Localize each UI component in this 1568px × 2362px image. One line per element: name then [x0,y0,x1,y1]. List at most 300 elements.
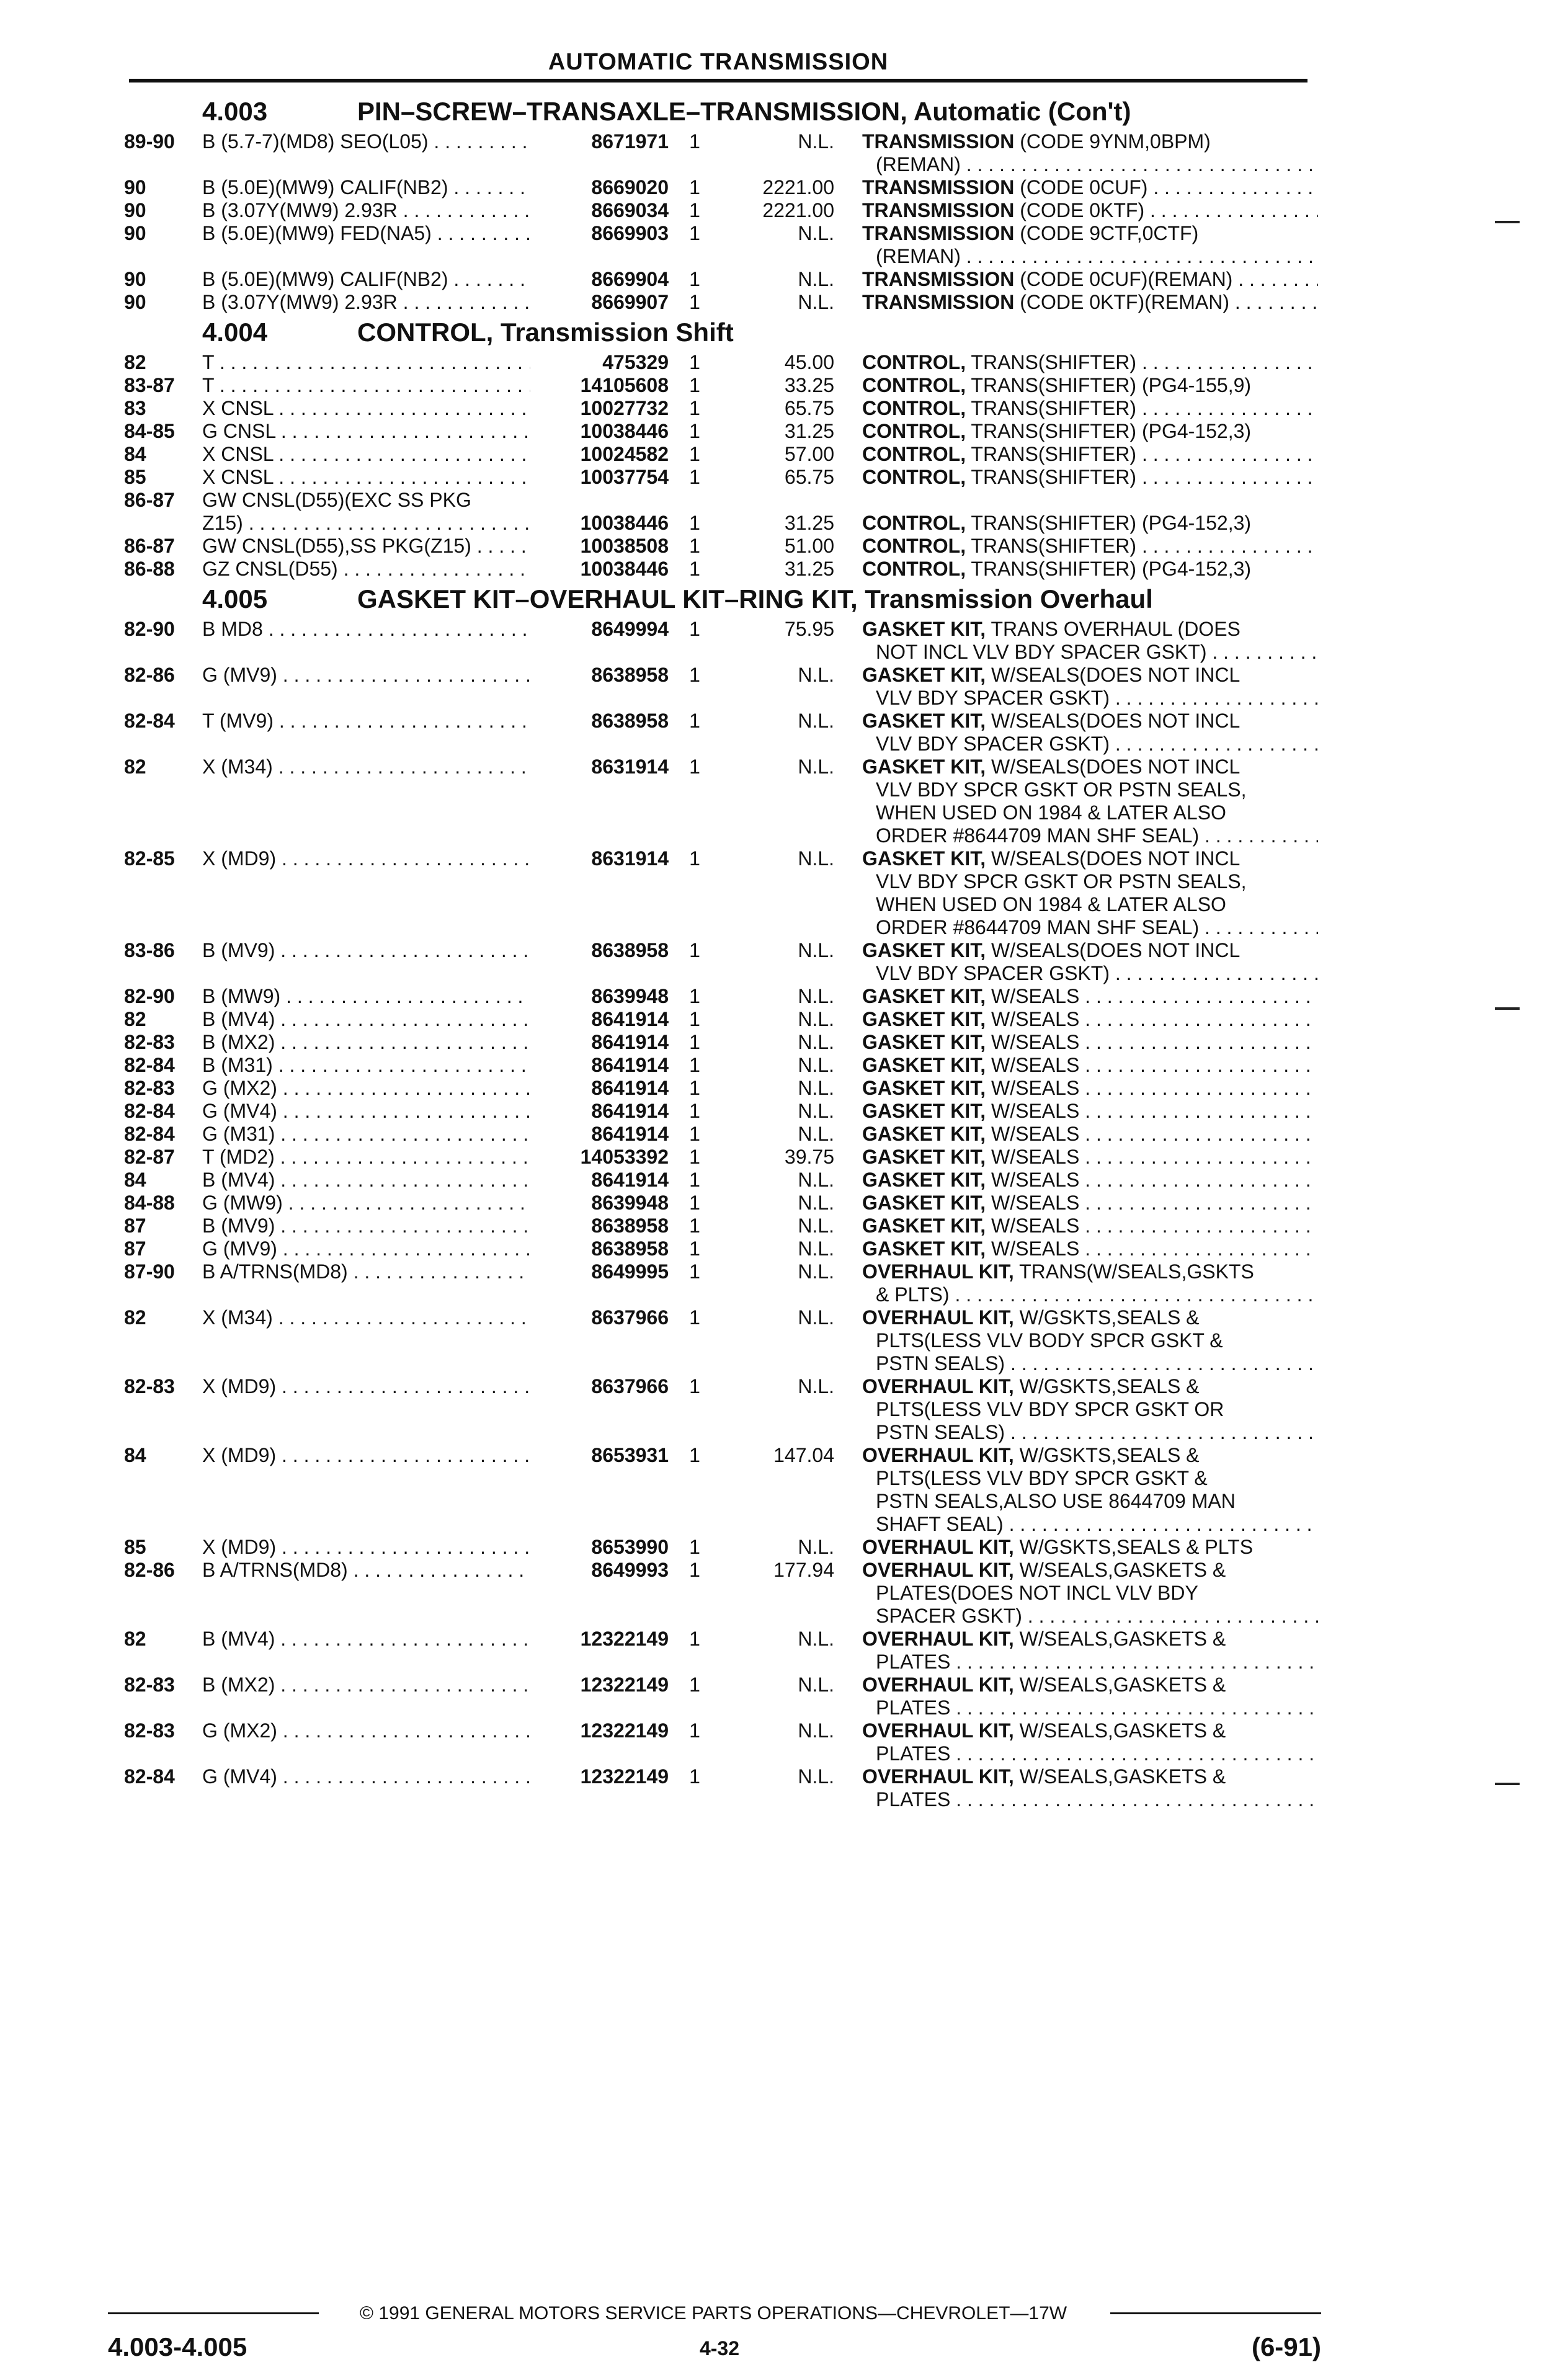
part-number: 8669907 [530,291,669,314]
part-name-bold: GASKET KIT, [862,1237,986,1260]
application-description: GW CNSL(D55),SS PKG(Z15) . . . [202,535,537,558]
part-name-text: TRANS(W/SEALS,GSKTS [1013,1260,1254,1283]
part-name-text: PLTS(LESS VLV BODY SPCR GSKT & [876,1329,1223,1352]
part-row [0,489,1568,512]
part-name-line [862,245,1318,268]
part-name-line [862,1513,1318,1536]
part-name-text: W/SEALS [986,1169,1080,1191]
application-description: G (MX2) . . . [202,1077,537,1100]
part-name-line [862,710,1318,733]
part-name-line [862,1352,1318,1375]
part-number: 8669903 [530,222,669,245]
part-number: 8637966 [530,1375,669,1398]
part-name-text: VLV BDY SPACER GSKT) [876,962,1110,984]
model-years: 85 [124,1536,146,1558]
part-row [0,222,1568,268]
part-name-text: TRANS OVERHAUL (DOES [986,618,1241,640]
part-number: 8669034 [530,199,669,222]
part-name [862,397,1318,420]
part-name-bold: CONTROL, [862,512,966,534]
part-name-bold: GASKET KIT, [862,1031,986,1053]
part-name-line [862,1306,1318,1329]
part-name-line [862,1192,1318,1214]
part-name-line [862,1719,1318,1742]
price: N.L. [798,1628,834,1650]
part-number: 8653990 [530,1536,669,1559]
part-name-line [862,1214,1318,1237]
application-description: X CNSL . . . [202,443,537,466]
part-number: 8638958 [530,664,669,687]
quantity: 1 [689,558,700,580]
part-name-text: (CODE 0CUF)(REMAN) [1014,268,1233,290]
part-number: 8641914 [530,1077,669,1100]
price: N.L. [798,1008,834,1030]
part-name-bold: OVERHAUL KIT, [862,1375,1014,1397]
model-years: 82-83 [124,1673,175,1696]
quantity: 1 [689,1375,700,1397]
price: 57.00 [784,443,834,465]
part-number: 8669020 [530,176,669,199]
part-name-text: W/SEALS,GASKETS & [1013,1673,1226,1696]
part-name-bold: CONTROL, [862,558,966,580]
part-name-text: (CODE 9YNM,0BPM) [1014,130,1211,153]
model-years: 82-84 [124,710,175,732]
application-description: G (MW9) . . . [202,1192,537,1214]
part-number: 8641914 [530,1008,669,1031]
quantity: 1 [689,466,700,488]
part-number: 10038508 [530,535,669,558]
part-name-text: W/SEALS(DOES NOT INCL [986,939,1241,961]
part-number: 8638958 [530,939,669,962]
model-years: 83 [124,397,146,419]
margin-mark [1495,1007,1520,1010]
model-years: 86-88 [124,558,175,580]
part-name-bold: OVERHAUL KIT, [862,1306,1014,1329]
part-name-text: PLTS(LESS VLV BDY SPCR GSKT & [876,1467,1208,1489]
application-description: G (MX2) . . . [202,1719,537,1742]
part-name-line [862,916,1318,939]
price: 31.25 [784,420,834,442]
part-name-text: TRANS(SHIFTER) (PG4-155,9) [966,374,1252,396]
part-row [0,1559,1568,1628]
application-description: B (5.0E)(MW9) CALIF(NB2) . . . [202,268,537,291]
price: N.L. [798,755,834,778]
model-years: 84 [124,1169,146,1191]
part-name-text: W/SEALS [986,1100,1080,1122]
quantity: 1 [689,1260,700,1283]
application-description: G (MV9) . . . [202,1237,537,1260]
part-name-line [862,1054,1318,1077]
part-name-bold: GASKET KIT, [862,1008,986,1030]
part-number: 8637966 [530,1306,669,1329]
model-years: 84 [124,443,146,465]
part-name [862,1765,1318,1811]
application-description: B (5.7-7)(MD8) SEO(L05) . . . [202,130,537,153]
application-description: B MD8 . . . [202,618,537,641]
part-name-text: VLV BDY SPCR GSKT OR PSTN SEALS, [876,870,1247,893]
application-description: GZ CNSL(D55) . . . [202,558,537,581]
part-name-line [862,1123,1318,1146]
application-description: X (MD9) . . . [202,847,537,870]
application-description: B (MV4) . . . [202,1008,537,1031]
quantity: 1 [689,199,700,221]
section-number: 4.003 [202,97,268,126]
part-name-text: ORDER #8644709 MAN SHF SEAL) [876,916,1200,938]
part-name-text: PLATES(DOES NOT INCL VLV BDY [876,1582,1198,1604]
price: 45.00 [784,351,834,373]
quantity: 1 [689,847,700,870]
price: N.L. [798,1306,834,1329]
part-name-text: (REMAN) [876,245,961,267]
price: N.L. [798,1719,834,1742]
part-name [862,1008,1318,1031]
part-name-text: W/SEALS [986,1192,1080,1214]
model-years: 82-90 [124,618,175,640]
part-name-line [862,397,1318,420]
footer-date: (6-91) [1251,2332,1321,2361]
part-row [0,443,1568,466]
price: 65.75 [784,397,834,419]
part-name-line [862,1467,1318,1490]
part-number: 10024582 [530,443,669,466]
part-row [0,130,1568,176]
part-name-line [862,1260,1318,1283]
part-name-text: TRANS(SHIFTER) [966,397,1137,419]
footer-rule-right [1110,2312,1321,2314]
price: N.L. [798,985,834,1007]
part-name-line [862,1559,1318,1582]
part-name-bold: CONTROL, [862,397,966,419]
price: N.L. [798,1536,834,1558]
part-name-bold: OVERHAUL KIT, [862,1559,1014,1581]
part-number: 8641914 [530,1169,669,1192]
model-years: 82-86 [124,664,175,686]
quantity: 1 [689,1100,700,1122]
price: N.L. [798,1375,834,1397]
quantity: 1 [689,1077,700,1099]
model-years: 82-90 [124,985,175,1007]
model-years: 87-90 [124,1260,175,1283]
application-description: B (MV9) . . . [202,1214,537,1237]
part-name-line [862,778,1318,801]
quantity: 1 [689,1719,700,1742]
part-name-line [862,558,1318,581]
part-name [862,558,1318,581]
part-name-bold: GASKET KIT, [862,939,986,961]
model-years: 82-84 [124,1765,175,1788]
part-name [862,1536,1318,1559]
price: N.L. [798,1169,834,1191]
part-name-bold: TRANSMISSION [862,176,1015,198]
part-row [0,1077,1568,1100]
part-number: 8649994 [530,618,669,641]
part-row [0,1536,1568,1559]
part-name [862,1306,1318,1375]
part-number: 8638958 [530,1237,669,1260]
price: 2221.00 [762,176,834,198]
price: N.L. [798,222,834,244]
quantity: 1 [689,222,700,244]
part-row [0,351,1568,374]
price: 65.75 [784,466,834,488]
part-row [0,268,1568,291]
model-years: 83-86 [124,939,175,961]
application-description: X (M34) . . . [202,1306,537,1329]
part-name-text: PLATES [876,1788,951,1811]
part-row [0,1260,1568,1306]
application-description: B (MV9) . . . [202,939,537,962]
part-name-text: WHEN USED ON 1984 & LATER ALSO [876,893,1226,916]
part-row [0,1306,1568,1375]
part-row [0,985,1568,1008]
part-row [0,1123,1568,1146]
part-name [862,939,1318,985]
application-description: T . . . [202,351,537,374]
part-name-text: W/SEALS [986,1031,1080,1053]
part-name-line [862,176,1318,199]
part-name-text: SPACER GSKT) [876,1605,1022,1627]
part-name-line [862,222,1318,245]
part-name-line [862,1169,1318,1192]
part-name-bold: GASKET KIT, [862,710,986,732]
part-name-bold: GASKET KIT, [862,755,986,778]
part-row [0,1444,1568,1536]
price: N.L. [798,1237,834,1260]
model-years: 82 [124,1306,146,1329]
part-name-line [862,1398,1318,1421]
part-name-text: VLV BDY SPACER GSKT) [876,733,1110,755]
part-name-line [862,1008,1318,1031]
part-name-text: PLTS(LESS VLV BDY SPCR GSKT OR [876,1398,1224,1420]
price: N.L. [798,1100,834,1122]
model-years: 89-90 [124,130,175,153]
part-row [0,1719,1568,1765]
part-name-bold: CONTROL, [862,443,966,465]
part-name-bold: CONTROL, [862,351,966,373]
part-row [0,1628,1568,1673]
header-rule [129,79,1307,82]
application-description: X CNSL . . . [202,397,537,420]
part-name-bold: OVERHAUL KIT, [862,1719,1014,1742]
quantity: 1 [689,1536,700,1558]
part-name-text: W/SEALS(DOES NOT INCL [986,755,1241,778]
quantity: 1 [689,1008,700,1030]
part-name-bold: CONTROL, [862,374,966,396]
part-name-line [862,1490,1318,1513]
application-description: B (5.0E)(MW9) FED(NA5) . . . [202,222,537,245]
model-years: 82 [124,351,146,373]
part-number: 8631914 [530,847,669,870]
part-number: 12322149 [530,1673,669,1696]
part-name-line [862,801,1318,824]
part-name-line [862,1628,1318,1651]
quantity: 1 [689,268,700,290]
application-description: G (M31) . . . [202,1123,537,1146]
part-row [0,420,1568,443]
part-name-bold: GASKET KIT, [862,985,986,1007]
part-name-line [862,1375,1318,1398]
model-years: 90 [124,199,146,221]
part-row [0,755,1568,847]
quantity: 1 [689,1123,700,1145]
model-years: 84-85 [124,420,175,442]
quantity: 1 [689,1765,700,1788]
part-name [862,374,1318,397]
application-description: G (MV4) . . . [202,1100,537,1123]
model-years: 82 [124,755,146,778]
application-description: Z15) . . . [202,512,537,535]
part-number: 8639948 [530,1192,669,1214]
application-description: G (MV4) . . . [202,1765,537,1788]
model-years: 84 [124,1444,146,1466]
part-number: 8631914 [530,755,669,778]
part-name-text: W/SEALS(DOES NOT INCL [986,664,1241,686]
part-name-text: PSTN SEALS) [876,1352,1005,1375]
application-description: B (MV4) . . . [202,1628,537,1651]
quantity: 1 [689,1214,700,1237]
application-description: B (MW9) . . . [202,985,537,1008]
section-number: 4.005 [202,584,268,613]
part-name-bold: GASKET KIT, [862,847,986,870]
model-years: 82-87 [124,1146,175,1168]
part-name-text: W/GSKTS,SEALS & [1013,1306,1200,1329]
part-name-line [862,512,1318,535]
part-name-bold: OVERHAUL KIT, [862,1765,1014,1788]
application-description: G CNSL . . . [202,420,537,443]
part-name-line [862,535,1318,558]
part-name-text: SHAFT SEAL) [876,1513,1004,1535]
part-name-line [862,1673,1318,1696]
application-description: X (MD9) . . . [202,1536,537,1559]
quantity: 1 [689,710,700,732]
price: 147.04 [773,1444,834,1466]
price: 39.75 [784,1146,834,1168]
part-name [862,1237,1318,1260]
part-name [862,199,1318,222]
part-name-text: W/SEALS [986,985,1080,1007]
quantity: 1 [689,351,700,373]
price: 33.25 [784,374,834,396]
quantity: 1 [689,1054,700,1076]
part-name [862,176,1318,199]
part-number: 8641914 [530,1054,669,1077]
part-name [862,710,1318,755]
part-name [862,1100,1318,1123]
part-number: 12322149 [530,1628,669,1651]
part-name-line [862,1146,1318,1169]
price: N.L. [798,710,834,732]
part-name-line [862,153,1318,176]
part-name-line [862,847,1318,870]
part-name-bold: GASKET KIT, [862,1214,986,1237]
application-description: B (MV4) . . . [202,1169,537,1192]
price: 51.00 [784,535,834,557]
price: N.L. [798,1192,834,1214]
model-years: 90 [124,291,146,313]
application-description: B (3.07Y(MW9) 2.93R . . . [202,291,537,314]
part-name-bold: TRANSMISSION [862,130,1015,153]
part-name-bold: TRANSMISSION [862,222,1015,244]
part-name-text: TRANS(SHIFTER) [966,535,1137,557]
part-number: 12322149 [530,1719,669,1742]
part-name-text: VLV BDY SPCR GSKT OR PSTN SEALS, [876,778,1247,801]
part-row [0,374,1568,397]
quantity: 1 [689,374,700,396]
section-heading [0,314,1568,351]
part-name [862,1169,1318,1192]
part-number: 10038446 [530,420,669,443]
part-row [0,397,1568,420]
quantity: 1 [689,1306,700,1329]
part-name-line [862,1237,1318,1260]
section-title: PIN–SCREW–TRANSAXLE–TRANSMISSION, Automatic (Con't) [357,97,1131,126]
quantity: 1 [689,512,700,534]
part-name-line [862,870,1318,893]
footer-copyright: © 1991 GENERAL MOTORS SERVICE PARTS OPERATIONS—CHEVROLET—17W [359,2303,1067,2324]
quantity: 1 [689,985,700,1007]
part-number: 8669904 [530,268,669,291]
part-name-text: W/SEALS,GASKETS & [1013,1628,1226,1650]
part-row [0,939,1568,985]
part-name-text: (CODE 0CUF) [1014,176,1148,198]
quantity: 1 [689,1237,700,1260]
quantity: 1 [689,420,700,442]
part-name-line [862,962,1318,985]
model-years: 90 [124,268,146,290]
model-years: 85 [124,466,146,488]
part-name [862,268,1318,291]
part-name-bold: CONTROL, [862,420,966,442]
part-name-line [862,939,1318,962]
part-number: 8641914 [530,1123,669,1146]
part-number: 12322149 [530,1765,669,1788]
part-name-line [862,1421,1318,1444]
price: N.L. [798,664,834,686]
model-years: 82-84 [124,1123,175,1145]
quantity: 1 [689,443,700,465]
application-description: B A/TRNS(MD8) . . . [202,1559,537,1582]
price: N.L. [798,1214,834,1237]
part-name-text: (CODE 9CTF,0CTF) [1014,222,1199,244]
part-name-text: W/SEALS [986,1214,1080,1237]
quantity: 1 [689,618,700,640]
model-years: 86-87 [124,535,175,557]
part-row [0,1054,1568,1077]
part-name [862,420,1318,443]
part-number: 475329 [530,351,669,374]
price: N.L. [798,939,834,961]
part-name-text: TRANS(SHIFTER) [966,443,1137,465]
part-name-line [862,1100,1318,1123]
part-number: 8649995 [530,1260,669,1283]
price: N.L. [798,130,834,153]
part-row [0,1375,1568,1444]
part-name-text: (CODE 0KTF) [1014,199,1145,221]
part-name-bold: GASKET KIT, [862,1100,986,1122]
part-name-bold: GASKET KIT, [862,1054,986,1076]
part-name [862,1673,1318,1719]
model-years: 87 [124,1237,146,1260]
part-name-text: PSTN SEALS,ALSO USE 8644709 MAN [876,1490,1236,1512]
part-name [862,985,1318,1008]
section-title: GASKET KIT–OVERHAUL KIT–RING KIT, Transmission Overhaul [357,584,1153,613]
part-name [862,1260,1318,1306]
price: 177.94 [773,1559,834,1581]
part-name-text: TRANS(SHIFTER) (PG4-152,3) [966,420,1252,442]
part-name-line [862,618,1318,641]
part-name-bold: GASKET KIT, [862,1123,986,1145]
part-name-text: W/SEALS,GASKETS & [1013,1765,1226,1788]
